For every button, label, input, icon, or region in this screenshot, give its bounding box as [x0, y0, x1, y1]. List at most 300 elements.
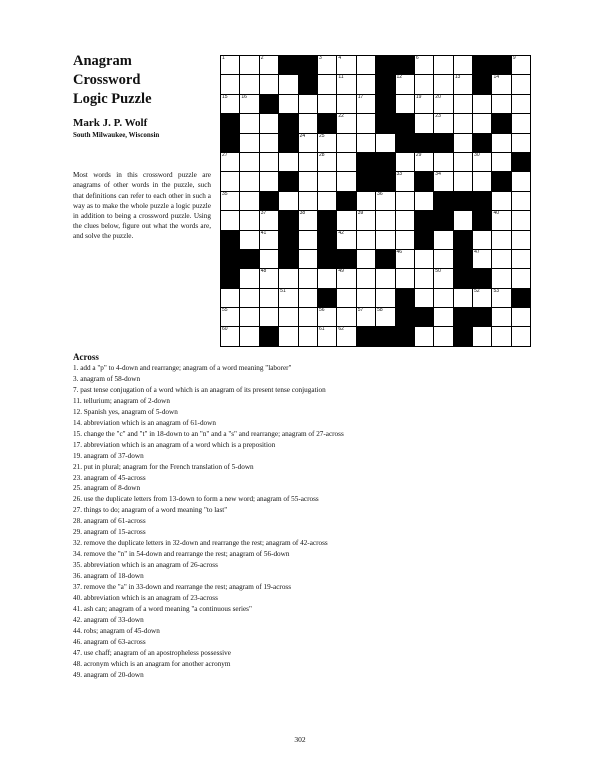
grid-cell[interactable] [298, 308, 317, 327]
page-number: 302 [294, 735, 306, 744]
grid-cell[interactable] [434, 75, 453, 94]
grid-cell[interactable] [414, 269, 433, 288]
grid-cell[interactable] [453, 288, 472, 307]
grid-cell[interactable] [317, 133, 336, 152]
grid-cell[interactable] [376, 230, 395, 249]
grid-cell[interactable] [473, 288, 492, 307]
grid-black-cell [259, 327, 278, 346]
grid-black-cell [473, 133, 492, 152]
grid-cell[interactable] [356, 191, 375, 210]
grid-black-cell [317, 249, 336, 268]
grid-cell[interactable] [453, 172, 472, 191]
grid-row [221, 269, 531, 288]
grid-black-cell [395, 308, 414, 327]
grid-black-cell [317, 114, 336, 133]
across-clue-list [73, 363, 533, 681]
across-clue: 46. anagram of 63-across [73, 637, 146, 646]
clue-number: 37 [260, 210, 267, 217]
across-clue: 21. put in plural; anagram for the French translation of 5-down [73, 462, 254, 471]
clue-number: 34 [435, 171, 441, 178]
grid-cell[interactable] [511, 114, 530, 133]
clue-number: 62 [338, 326, 344, 333]
grid-black-cell [473, 211, 492, 230]
grid-cell[interactable] [356, 133, 375, 152]
grid-cell[interactable] [414, 114, 433, 133]
title-line: Crossword [73, 72, 141, 88]
grid-cell[interactable] [492, 269, 511, 288]
grid-cell[interactable] [221, 152, 240, 171]
grid-cell[interactable] [279, 269, 298, 288]
grid-row [221, 327, 531, 346]
grid-cell[interactable] [221, 172, 240, 191]
grid-black-cell [414, 211, 433, 230]
grid-cell[interactable] [356, 269, 375, 288]
grid-cell[interactable] [337, 114, 356, 133]
grid-cell[interactable] [259, 269, 278, 288]
clue-number: 16 [241, 93, 247, 100]
grid-cell[interactable] [317, 75, 336, 94]
grid-cell[interactable] [511, 172, 530, 191]
grid-black-cell [376, 56, 395, 75]
grid-cell[interactable] [395, 269, 414, 288]
grid-cell[interactable] [259, 288, 278, 307]
grid-cell[interactable] [414, 288, 433, 307]
across-clue: 3. anagram of 58-down [73, 374, 141, 383]
grid-black-cell [279, 133, 298, 152]
grid-cell[interactable] [240, 269, 259, 288]
grid-cell[interactable] [414, 75, 433, 94]
grid-row [221, 191, 531, 210]
grid-cell[interactable] [298, 94, 317, 113]
grid-cell[interactable] [259, 75, 278, 94]
grid-cell[interactable] [337, 94, 356, 113]
grid-cell[interactable] [473, 230, 492, 249]
grid-black-cell [414, 308, 433, 327]
clue-number: 23 [435, 113, 441, 120]
grid-cell[interactable] [395, 249, 414, 268]
grid-black-cell [492, 114, 511, 133]
grid-cell[interactable] [356, 249, 375, 268]
grid-black-cell [453, 308, 472, 327]
grid-cell[interactable] [259, 211, 278, 230]
clue-number: 15 [222, 93, 228, 100]
grid-cell[interactable] [414, 94, 433, 113]
grid-black-cell [259, 191, 278, 210]
grid-cell[interactable] [221, 308, 240, 327]
grid-cell[interactable] [279, 152, 298, 171]
clue-number: 30 [474, 151, 480, 158]
clue-number: 24 [299, 132, 306, 139]
grid-black-cell [395, 114, 414, 133]
grid-cell[interactable] [337, 133, 356, 152]
grid-cell[interactable] [511, 94, 530, 113]
grid-cell[interactable] [298, 249, 317, 268]
grid-cell[interactable] [414, 191, 433, 210]
grid-cell[interactable] [434, 308, 453, 327]
grid-black-cell [453, 327, 472, 346]
grid-black-cell [221, 133, 240, 152]
grid-black-cell [395, 56, 414, 75]
grid-cell[interactable] [395, 75, 414, 94]
grid-cell[interactable] [221, 75, 240, 94]
across-clue: 48. acronym which is an anagram for another acronym [73, 659, 231, 668]
grid-cell[interactable] [317, 191, 336, 210]
grid-row [221, 133, 531, 152]
grid-cell[interactable] [434, 94, 453, 113]
grid-cell[interactable] [511, 327, 530, 346]
grid-cell[interactable] [414, 327, 433, 346]
clue-number: 4 [338, 55, 342, 61]
grid-cell[interactable] [337, 230, 356, 249]
grid-row [221, 249, 531, 268]
grid-black-cell [473, 308, 492, 327]
title-line: Logic Puzzle [73, 91, 152, 107]
across-clue: 36. anagram of 18-down [73, 572, 144, 581]
grid-cell[interactable] [356, 308, 375, 327]
clue-number: 55 [222, 307, 228, 314]
clue-number: 36 [377, 190, 383, 197]
grid-cell[interactable] [317, 308, 336, 327]
grid-cell[interactable] [337, 288, 356, 307]
grid-cell[interactable] [473, 172, 492, 191]
grid-black-cell [221, 230, 240, 249]
clue-number: 52 [474, 287, 480, 294]
clue-number: 41 [260, 229, 267, 236]
grid-cell[interactable] [240, 152, 259, 171]
grid-black-cell [240, 249, 259, 268]
grid-cell[interactable] [298, 230, 317, 249]
across-heading: Across [73, 352, 99, 362]
grid-cell[interactable] [453, 94, 472, 113]
grid-cell[interactable] [317, 56, 336, 75]
grid-cell[interactable] [337, 269, 356, 288]
grid-black-cell [279, 230, 298, 249]
clue-number: 25 [318, 132, 325, 139]
grid-cell[interactable] [511, 230, 530, 249]
grid-black-cell [453, 249, 472, 268]
grid-black-cell [298, 75, 317, 94]
grid-black-cell [279, 172, 298, 191]
grid-black-cell [317, 288, 336, 307]
grid-cell[interactable] [511, 133, 530, 152]
across-clue: 25. anagram of 8-down [73, 484, 141, 493]
grid-cell[interactable] [376, 191, 395, 210]
grid-black-cell [317, 230, 336, 249]
grid-black-cell [453, 269, 472, 288]
grid-cell[interactable] [240, 133, 259, 152]
grid-cell[interactable] [414, 249, 433, 268]
grid-cell[interactable] [298, 211, 317, 230]
grid-cell[interactable] [240, 191, 259, 210]
grid-cell[interactable] [259, 133, 278, 152]
grid-black-cell [511, 288, 530, 307]
grid-cell[interactable] [298, 172, 317, 191]
across-clue: 1. add a "p" to 4-down and rearrange; anagram of a word meaning "laborer" [73, 364, 292, 372]
grid-cell[interactable] [240, 75, 259, 94]
clue-number: 47 [474, 248, 480, 255]
grid-cell[interactable] [356, 230, 375, 249]
clue-number: 49 [338, 268, 344, 275]
grid-cell[interactable] [356, 56, 375, 75]
grid-cell[interactable] [279, 308, 298, 327]
grid-black-cell [434, 191, 453, 210]
grid-cell[interactable] [317, 269, 336, 288]
grid-cell[interactable] [434, 56, 453, 75]
grid-cell[interactable] [453, 56, 472, 75]
clue-number: 20 [435, 93, 441, 100]
grid-black-cell [298, 56, 317, 75]
clue-number: 27 [222, 151, 228, 158]
intro-paragraph: Most words in this crossword puzzle are anagrams of other words in the puzzle, such that definitions can refer to each other in such a way as to make the whole puzzle a logic puzzle in addition to being a crossword puzzle. Using the clues below, figure out what the words are, and solve the puzzle. [73, 171, 211, 241]
grid-black-cell [414, 133, 433, 152]
clue-number: 11 [338, 74, 344, 81]
grid-cell[interactable] [298, 327, 317, 346]
grid-cell[interactable] [298, 114, 317, 133]
grid-cell[interactable] [434, 249, 453, 268]
grid-cell[interactable] [414, 56, 433, 75]
grid-cell[interactable] [317, 327, 336, 346]
grid-cell[interactable] [356, 211, 375, 230]
grid-cell[interactable] [356, 114, 375, 133]
grid-cell[interactable] [473, 94, 492, 113]
grid-cell[interactable] [259, 56, 278, 75]
grid-cell[interactable] [240, 327, 259, 346]
grid-black-cell [453, 230, 472, 249]
across-clue: 40. abbreviation which is an anagram of 23-across [73, 594, 218, 603]
grid-black-cell [376, 94, 395, 113]
grid-cell[interactable] [395, 172, 414, 191]
grid-black-cell [259, 94, 278, 113]
grid-cell[interactable] [395, 230, 414, 249]
clue-number: 19 [415, 93, 422, 100]
grid-cell[interactable] [492, 94, 511, 113]
grid-cell[interactable] [240, 94, 259, 113]
grid-row [221, 211, 531, 230]
grid-cell[interactable] [279, 191, 298, 210]
grid-cell[interactable] [337, 327, 356, 346]
grid-black-cell [453, 191, 472, 210]
clue-number: 17 [357, 93, 364, 100]
clue-number: 14 [493, 74, 500, 81]
grid-row [221, 94, 531, 113]
across-clue: 44. robs; anagram of 45-down [73, 626, 160, 635]
grid-cell[interactable] [492, 191, 511, 210]
grid-cell[interactable] [473, 152, 492, 171]
grid-black-cell [395, 133, 414, 152]
grid-cell[interactable] [259, 308, 278, 327]
grid-row [221, 75, 531, 94]
across-clue: 23. anagram of 45-across [73, 473, 146, 482]
grid-cell[interactable] [434, 230, 453, 249]
grid-black-cell [221, 114, 240, 133]
grid-cell[interactable] [492, 288, 511, 307]
across-clue: 47. use chaff; anagram of an apostropheless possessive [73, 648, 231, 657]
clue-number: 6 [415, 55, 419, 61]
grid-cell[interactable] [395, 211, 414, 230]
grid-cell[interactable] [298, 288, 317, 307]
grid-cell[interactable] [240, 288, 259, 307]
grid-cell[interactable] [240, 211, 259, 230]
grid-black-cell [473, 75, 492, 94]
grid-cell[interactable] [240, 308, 259, 327]
grid-cell[interactable] [240, 56, 259, 75]
grid-row [221, 288, 531, 307]
grid-cell[interactable] [492, 152, 511, 171]
grid-cell[interactable] [240, 172, 259, 191]
grid-cell[interactable] [376, 308, 395, 327]
grid-cell[interactable] [279, 288, 298, 307]
clue-number: 28 [318, 151, 325, 158]
grid-black-cell [434, 211, 453, 230]
clue-number: 57 [357, 307, 364, 314]
across-clue: 14. abbreviation which is an anagram of 61-down [73, 418, 216, 427]
clue-number: 51 [280, 287, 286, 294]
grid-cell[interactable] [434, 172, 453, 191]
puzzle-title [73, 52, 213, 109]
grid-cell[interactable] [240, 114, 259, 133]
grid-cell[interactable] [221, 211, 240, 230]
grid-cell[interactable] [376, 133, 395, 152]
grid-row [221, 308, 531, 327]
grid-row [221, 56, 531, 75]
grid-cell[interactable] [337, 211, 356, 230]
grid-cell[interactable] [298, 152, 317, 171]
grid-cell[interactable] [337, 172, 356, 191]
grid-black-cell [376, 249, 395, 268]
grid-cell[interactable] [376, 269, 395, 288]
grid-cell[interactable] [453, 133, 472, 152]
across-clue: 11. tellurium; anagram of 2-down [73, 396, 170, 405]
grid-cell[interactable] [298, 269, 317, 288]
clue-number: 50 [435, 268, 441, 275]
grid-cell[interactable] [492, 133, 511, 152]
grid-cell[interactable] [279, 75, 298, 94]
grid-cell[interactable] [298, 133, 317, 152]
grid-cell[interactable] [453, 75, 472, 94]
grid-cell[interactable] [511, 269, 530, 288]
across-clue: 19. anagram of 37-down [73, 451, 144, 460]
grid-black-cell [492, 56, 511, 75]
grid-cell[interactable] [317, 152, 336, 171]
grid-cell[interactable] [511, 249, 530, 268]
clue-number: 42 [338, 229, 344, 236]
grid-cell[interactable] [511, 56, 530, 75]
grid-cell[interactable] [259, 230, 278, 249]
grid-cell[interactable] [453, 152, 472, 171]
clue-number: 3 [318, 55, 322, 61]
across-clue: 37. remove the "a" in 33-down and rearrange the rest; anagram of 19-across [73, 583, 292, 592]
grid-cell[interactable] [434, 152, 453, 171]
grid-cell[interactable] [492, 308, 511, 327]
grid-cell[interactable] [492, 75, 511, 94]
grid-cell[interactable] [434, 288, 453, 307]
across-clue: 17. abbreviation which is an anagram of a word which is a preposition [73, 440, 276, 449]
clue-number: 58 [377, 307, 383, 314]
grid-cell[interactable] [337, 308, 356, 327]
grid-cell[interactable] [279, 94, 298, 113]
grid-cell[interactable] [434, 327, 453, 346]
grid-cell[interactable] [376, 211, 395, 230]
across-clue: 32. remove the duplicate letters in 32-down and rearrange the rest; anagram of 42-across [73, 539, 328, 548]
grid-cell[interactable] [453, 211, 472, 230]
clue-number: 22 [338, 113, 344, 120]
clue-number: 61 [318, 326, 325, 333]
grid-black-cell [337, 249, 356, 268]
across-clue: 27. things to do; anagram of a word meaning "to last" [73, 506, 228, 515]
across-clue: 35. abbreviation which is an anagram of 26-across [73, 561, 218, 570]
grid-cell[interactable] [473, 249, 492, 268]
grid-cell[interactable] [356, 94, 375, 113]
grid-cell[interactable] [317, 94, 336, 113]
grid-black-cell [279, 56, 298, 75]
grid-cell[interactable] [492, 327, 511, 346]
grid-black-cell [376, 114, 395, 133]
grid-cell[interactable] [221, 191, 240, 210]
grid-black-cell [376, 172, 395, 191]
grid-cell[interactable] [492, 230, 511, 249]
grid-cell[interactable] [395, 152, 414, 171]
grid-cell[interactable] [492, 211, 511, 230]
grid-row [221, 152, 531, 171]
grid-cell[interactable] [453, 114, 472, 133]
grid-cell[interactable] [473, 327, 492, 346]
grid-cell[interactable] [337, 152, 356, 171]
grid-black-cell [356, 327, 375, 346]
grid-cell[interactable] [511, 191, 530, 210]
grid-cell[interactable] [221, 56, 240, 75]
grid-black-cell [221, 249, 240, 268]
grid-cell[interactable] [511, 211, 530, 230]
grid-cell[interactable] [317, 172, 336, 191]
grid-cell[interactable] [337, 75, 356, 94]
grid-cell[interactable] [395, 191, 414, 210]
grid-black-cell [473, 269, 492, 288]
author-name: Mark J. P. Wolf [73, 117, 148, 129]
grid-cell[interactable] [511, 75, 530, 94]
grid-cell[interactable] [259, 249, 278, 268]
grid-cell[interactable] [221, 94, 240, 113]
grid-cell[interactable] [356, 75, 375, 94]
grid-cell[interactable] [279, 327, 298, 346]
grid-cell[interactable] [337, 56, 356, 75]
grid-cell[interactable] [221, 288, 240, 307]
grid-black-cell [376, 327, 395, 346]
grid-cell[interactable] [511, 308, 530, 327]
grid-cell[interactable] [434, 114, 453, 133]
grid-cell[interactable] [395, 94, 414, 113]
grid-cell[interactable] [492, 249, 511, 268]
grid-cell[interactable] [414, 152, 433, 171]
crossword-grid [220, 55, 531, 347]
grid-black-cell [395, 288, 414, 307]
grid-cell[interactable] [259, 172, 278, 191]
grid-cell[interactable] [473, 114, 492, 133]
grid-cell[interactable] [259, 152, 278, 171]
grid-cell[interactable] [240, 230, 259, 249]
author-location: South Milwaukee, Wisconsin [73, 131, 160, 139]
grid-cell[interactable] [434, 269, 453, 288]
clue-number: 60 [222, 326, 228, 333]
across-clue: 15. change the "c" and "t" in 18-down to an "n" and a "s" and rearrange; anagram of 27-across [73, 429, 344, 438]
grid-cell[interactable] [356, 288, 375, 307]
across-clue: 26. use the duplicate letters from 13-down to form a new word; anagram of 55-across [73, 495, 319, 504]
grid-cell[interactable] [259, 114, 278, 133]
grid-cell[interactable] [376, 288, 395, 307]
grid-cell[interactable] [221, 327, 240, 346]
grid-cell[interactable] [298, 191, 317, 210]
grid-row [221, 172, 531, 191]
grid-black-cell [395, 327, 414, 346]
